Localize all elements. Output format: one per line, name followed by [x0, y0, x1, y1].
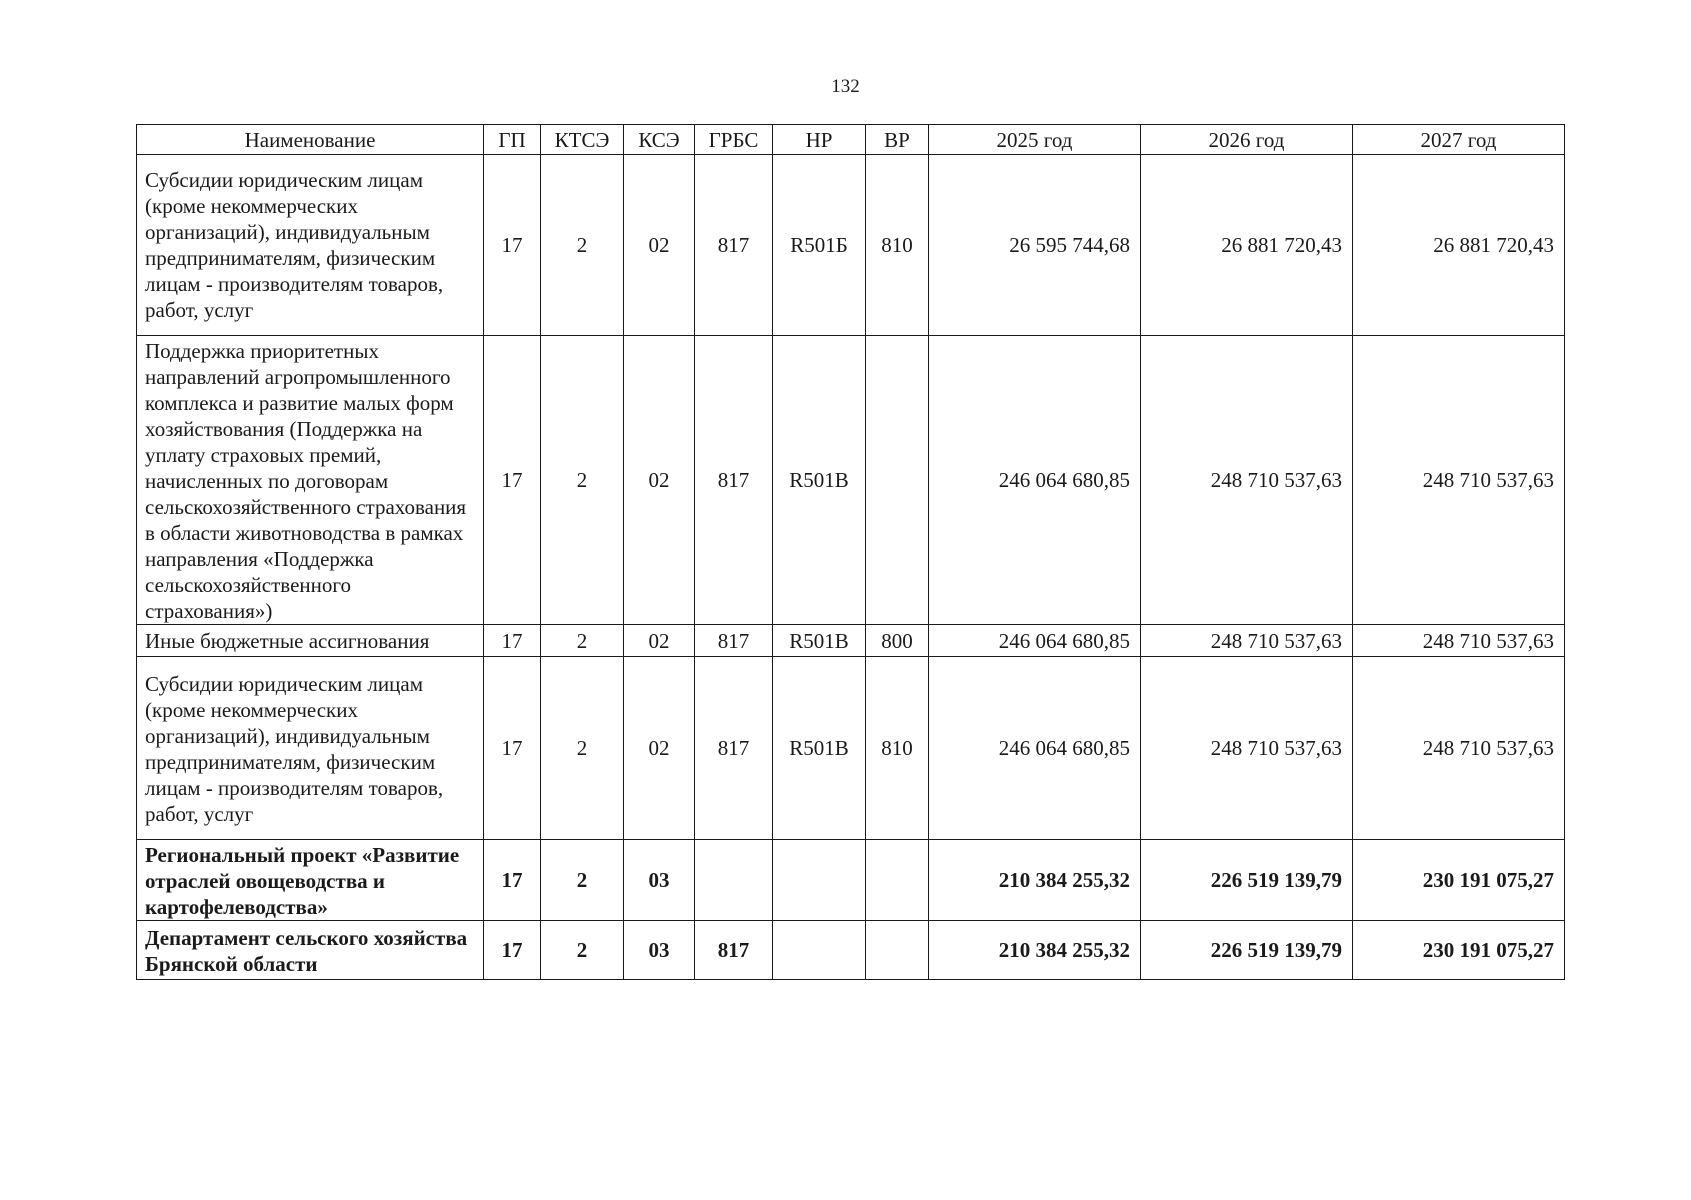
cell-vr	[866, 921, 929, 980]
table-header-row	[137, 125, 1565, 155]
header-gp: ГП	[484, 125, 541, 155]
cell-2025: 246 064 680,85	[929, 625, 1141, 657]
cell-grbs: 817	[695, 625, 773, 657]
cell-name: Поддержка приоритетных направлений агропромышленного комплекса и развитие малых форм хозяйствования (Поддержка на уплату страховых премий, начисленных по договорам сельскохозяйственного страхования в области животноводства в рамках направления «Поддержка сельскохозяйственного страхования»)	[137, 336, 484, 625]
cell-gp: 17	[484, 155, 541, 336]
cell-gp: 17	[484, 336, 541, 625]
cell-gp: 17	[484, 625, 541, 657]
header-2026: 2026 год	[1141, 125, 1353, 155]
cell-grbs	[695, 840, 773, 921]
cell-ktse: 2	[541, 921, 624, 980]
cell-grbs: 817	[695, 921, 773, 980]
cell-vr	[866, 336, 929, 625]
cell-ktse: 2	[541, 840, 624, 921]
cell-ktse: 2	[541, 155, 624, 336]
cell-2025: 26 595 744,68	[929, 155, 1141, 336]
cell-kse: 02	[624, 155, 695, 336]
table-row	[137, 336, 1565, 625]
cell-ktse: 2	[541, 625, 624, 657]
page-number: 132	[831, 76, 860, 97]
header-2025: 2025 год	[929, 125, 1141, 155]
header-vr: ВР	[866, 125, 929, 155]
cell-2025: 210 384 255,32	[929, 840, 1141, 921]
cell-2027: 26 881 720,43	[1353, 155, 1565, 336]
cell-2026: 248 710 537,63	[1141, 625, 1353, 657]
cell-nr: R501В	[773, 625, 866, 657]
cell-ktse: 2	[541, 657, 624, 840]
cell-vr: 810	[866, 657, 929, 840]
cell-name: Субсидии юридическим лицам (кроме некоммерческих организаций), индивидуальным предпринимателям, физическим лицам - производителям товаров, работ, услуг	[137, 657, 484, 840]
header-ktse: КТСЭ	[541, 125, 624, 155]
cell-gp: 17	[484, 840, 541, 921]
header-grbs: ГРБС	[695, 125, 773, 155]
cell-gp: 17	[484, 657, 541, 840]
cell-gp: 17	[484, 921, 541, 980]
table-row	[137, 625, 1565, 657]
cell-2025: 210 384 255,32	[929, 921, 1141, 980]
cell-2025: 246 064 680,85	[929, 336, 1141, 625]
cell-2026: 248 710 537,63	[1141, 336, 1353, 625]
cell-2025: 246 064 680,85	[929, 657, 1141, 840]
cell-2027: 230 191 075,27	[1353, 921, 1565, 980]
table-row	[137, 155, 1565, 336]
table-row	[137, 840, 1565, 921]
cell-name: Региональный проект «Развитие отраслей овощеводства и картофелеводства»	[137, 840, 484, 921]
cell-2027: 230 191 075,27	[1353, 840, 1565, 921]
cell-nr	[773, 921, 866, 980]
cell-vr	[866, 840, 929, 921]
header-name: Наименование	[137, 125, 484, 155]
cell-2026: 26 881 720,43	[1141, 155, 1353, 336]
cell-kse: 02	[624, 625, 695, 657]
budget-table	[136, 124, 1565, 980]
cell-vr: 810	[866, 155, 929, 336]
table-row	[137, 921, 1565, 980]
header-nr: НР	[773, 125, 866, 155]
cell-nr: R501В	[773, 336, 866, 625]
cell-name: Субсидии юридическим лицам (кроме некоммерческих организаций), индивидуальным предпринимателям, физическим лицам - производителям товаров, работ, услуг	[137, 155, 484, 336]
cell-name: Департамент сельского хозяйства Брянской области	[137, 921, 484, 980]
cell-2026: 248 710 537,63	[1141, 657, 1353, 840]
cell-2027: 248 710 537,63	[1353, 336, 1565, 625]
cell-2026: 226 519 139,79	[1141, 921, 1353, 980]
cell-name: Иные бюджетные ассигнования	[137, 625, 484, 657]
cell-grbs: 817	[695, 155, 773, 336]
cell-kse: 02	[624, 336, 695, 625]
cell-kse: 03	[624, 921, 695, 980]
cell-grbs: 817	[695, 657, 773, 840]
cell-kse: 03	[624, 840, 695, 921]
cell-kse: 02	[624, 657, 695, 840]
cell-2027: 248 710 537,63	[1353, 657, 1565, 840]
cell-2027: 248 710 537,63	[1353, 625, 1565, 657]
cell-nr: R501Б	[773, 155, 866, 336]
header-kse: КСЭ	[624, 125, 695, 155]
cell-2026: 226 519 139,79	[1141, 840, 1353, 921]
cell-ktse: 2	[541, 336, 624, 625]
cell-nr: R501В	[773, 657, 866, 840]
cell-grbs: 817	[695, 336, 773, 625]
table-row	[137, 657, 1565, 840]
cell-vr: 800	[866, 625, 929, 657]
cell-nr	[773, 840, 866, 921]
header-2027: 2027 год	[1353, 125, 1565, 155]
